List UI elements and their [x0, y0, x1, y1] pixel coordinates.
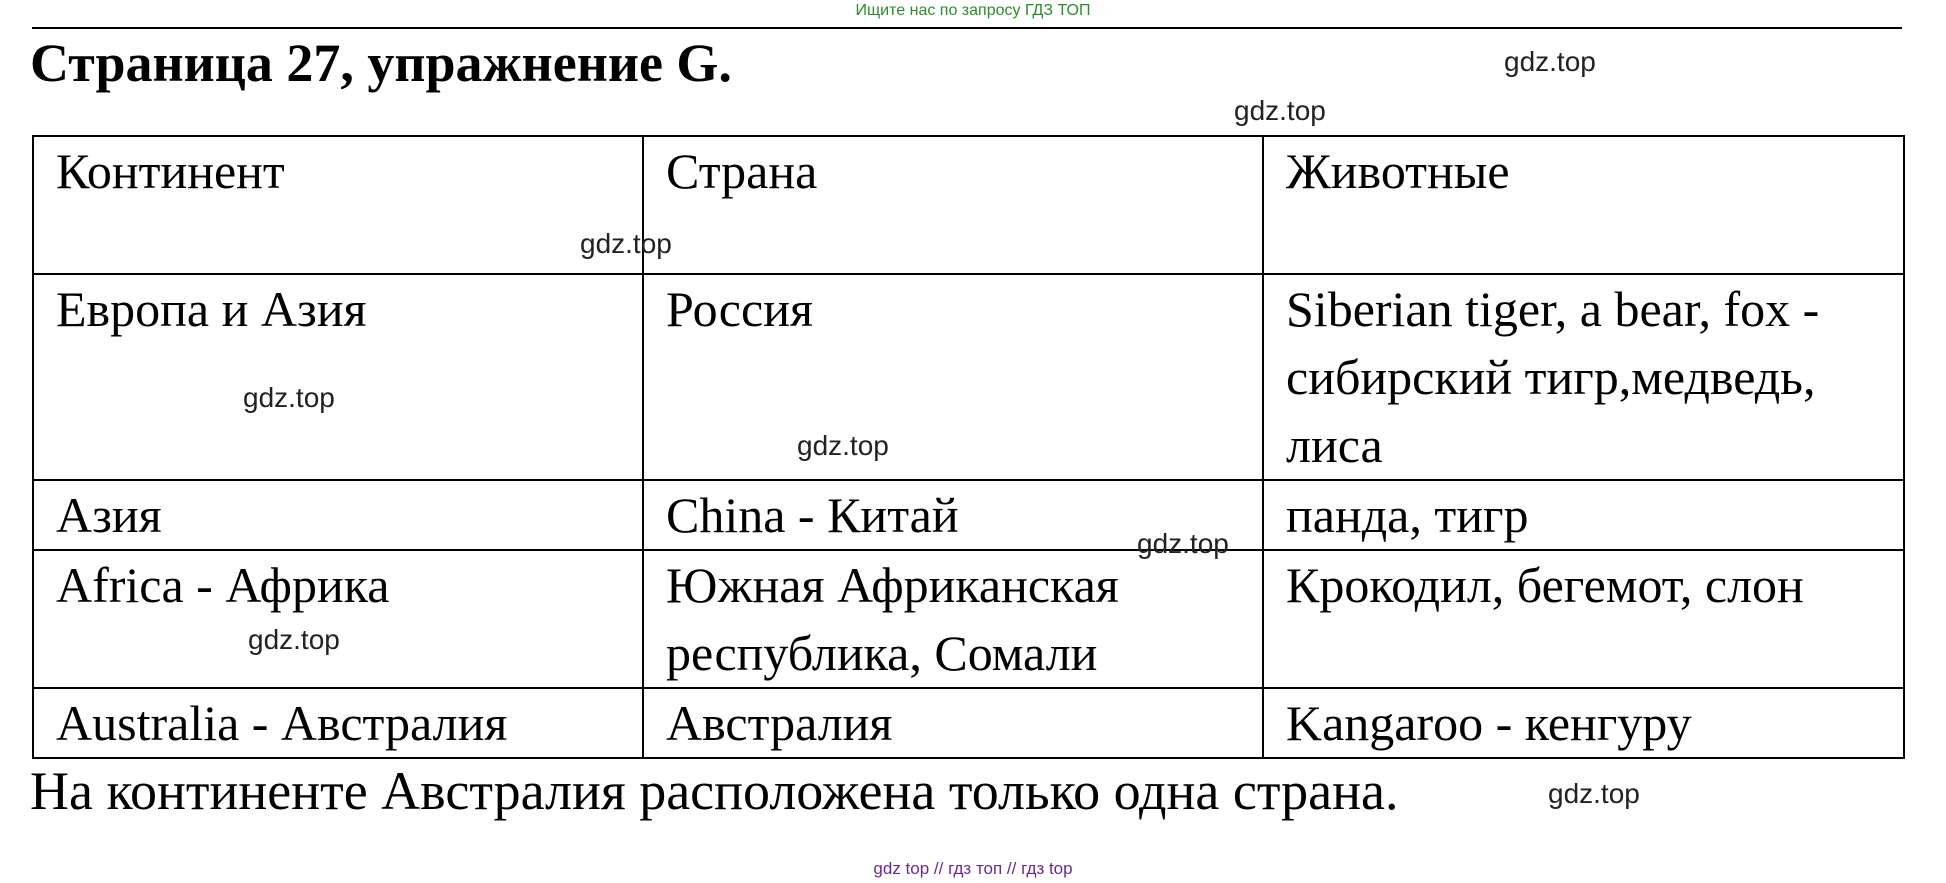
country-cell: Россия — [643, 274, 1263, 480]
watermark: gdz.top — [1137, 528, 1229, 559]
table-header-row — [33, 136, 1904, 274]
continents-animals-table — [32, 135, 1905, 759]
country-cell: Австралия — [643, 688, 1263, 758]
top-banner-link[interactable]: Ищите нас по запросу ГДЗ ТОП — [855, 2, 1091, 19]
conclusion-text: На континенте Австралия расположена только одна страна. — [30, 761, 1399, 821]
column-header-country: Страна — [643, 136, 1263, 274]
watermark: gdz.top — [1504, 46, 1596, 77]
page-title: Страница 27, упражнение G. — [30, 33, 732, 93]
continent-cell: Европа и Азия — [33, 274, 643, 480]
table-row — [33, 688, 1904, 758]
table-row — [33, 480, 1904, 550]
column-header-animals: Животные — [1263, 136, 1904, 274]
continent-cell: Азия — [33, 480, 643, 550]
watermark: gdz.top — [243, 382, 335, 413]
watermark: gdz.top — [1234, 95, 1326, 126]
column-header-continent: Континент — [33, 136, 643, 274]
animals-cell: Siberian tiger, a bear, fox - сибирский тигр,медведь, лиса — [1263, 274, 1904, 480]
header-divider — [32, 27, 1902, 29]
table-row — [33, 274, 1904, 480]
animals-cell: панда, тигр — [1263, 480, 1904, 550]
watermark: gdz.top — [1548, 778, 1640, 809]
watermark: gdz.top — [797, 430, 889, 461]
watermark: gdz.top — [580, 228, 672, 259]
country-cell: Южная Африканская республика, Сомали — [643, 550, 1263, 688]
watermark: gdz.top — [248, 624, 340, 655]
continent-cell: Australia - Австралия — [33, 688, 643, 758]
footer-links[interactable]: gdz top // гдз топ // гдз top — [873, 859, 1073, 878]
animals-cell: Крокодил, бегемот, слон — [1263, 550, 1904, 688]
table-row — [33, 550, 1904, 688]
animals-cell: Kangaroo - кенгуру — [1263, 688, 1904, 758]
country-cell: China - Китай — [643, 480, 1263, 550]
continent-cell: Africa - Африка — [33, 550, 643, 688]
